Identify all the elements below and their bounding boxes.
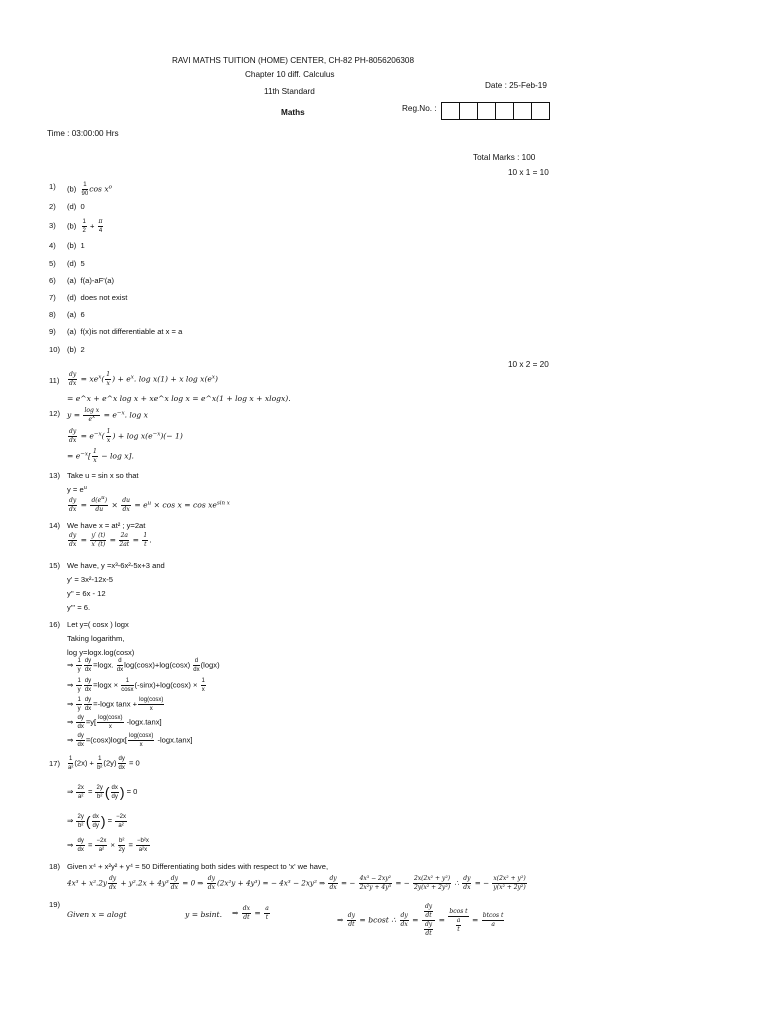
section-one-marks: 10 x 1 = 10 [508, 168, 549, 177]
standard-label: 11th Standard [264, 87, 315, 96]
total-marks: Total Marks : 100 [473, 153, 536, 162]
chapter-title: Chapter 10 diff. Calculus [245, 70, 335, 79]
exam-date: Date : 25-Feb-19 [485, 81, 547, 90]
reg-no-boxes [441, 102, 550, 120]
list-item: 1) (b) $\frac{1}{90}$ $\cos x^o$ [49, 182, 112, 197]
list-item: 3) (b) $\frac{1}{2}$ + $\frac{\pi}{4}$ [49, 218, 103, 234]
subject-label: Maths [281, 108, 305, 117]
tuition-center-title: RAVI MATHS TUITION (HOME) CENTER, CH-82 PH-8056206308 [172, 56, 415, 65]
section-two-marks: 10 x 2 = 20 [508, 360, 549, 369]
reg-no-label: Reg.No. : [402, 104, 437, 113]
exam-time: Time : 03:00:00 Hrs [47, 129, 119, 138]
